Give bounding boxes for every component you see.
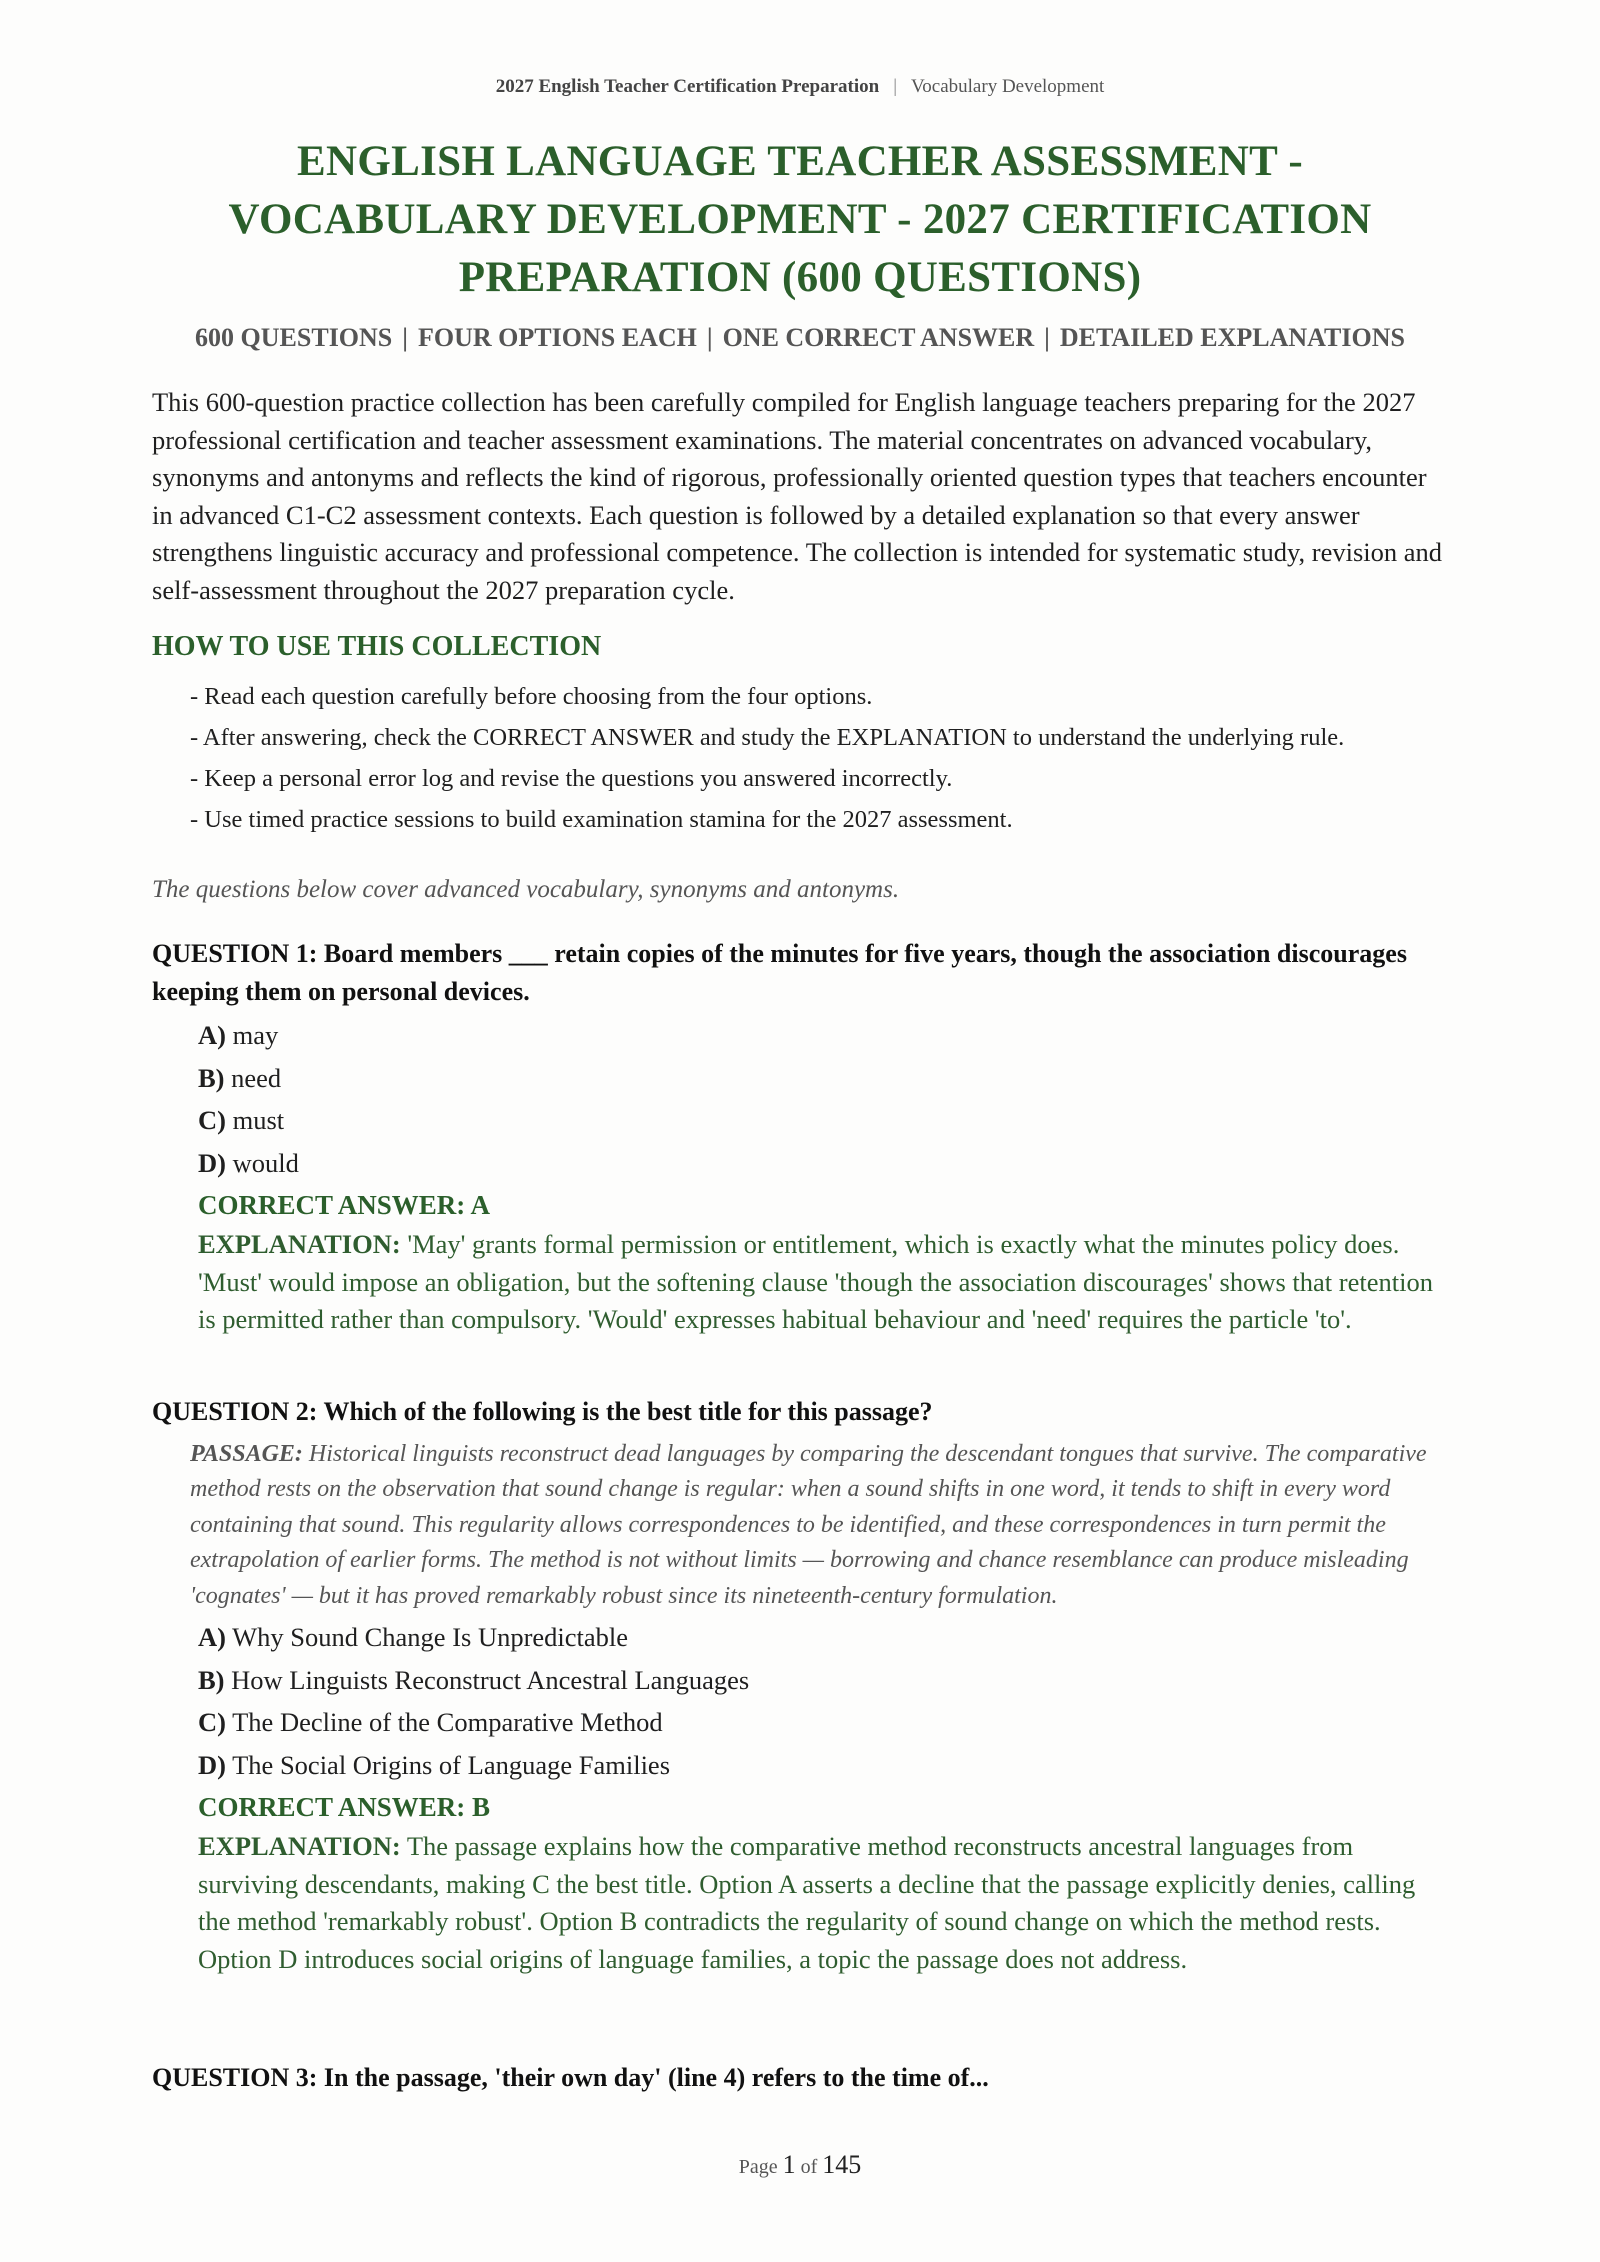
page-label: Page: [738, 2156, 778, 2178]
option-text: How Linguists Reconstruct Ancestral Languages: [231, 1664, 750, 1695]
passage-label: PASSAGE:: [190, 1440, 303, 1467]
option-text: The Social Origins of Language Families: [232, 1749, 671, 1780]
page-of-label: of: [800, 2156, 818, 2178]
intro-paragraph: This 600-question practice collection has been carefully compiled for English language teachers preparing for the 2027 professional certification and teacher assessment examinations. The material concentrates on advanced vocabulary, synonyms and antonyms and reflects the kind of rigorous, professionally oriented question types that teachers encounter in advanced C1-C2 assessment contexts. Each question is followed by a detailed explanation so that every answer strengthens linguistic accuracy and professional competence. The collection is intended for systematic study, revision and self-assessment throughout the 2027 preparation cycle.: [152, 387, 1443, 605]
list-item: - Keep a personal error log and revise the questions you answered incorrectly.: [190, 765, 953, 792]
question-stem: QUESTION 1: Board members ___ retain copies of the minutes for five years, though the association discourages keeping them on personal devices.: [152, 939, 1407, 1006]
option-letter: D): [198, 1147, 226, 1178]
options-list: [198, 1616, 1452, 1786]
option-d: [198, 1142, 1452, 1185]
option-letter: B): [198, 1062, 225, 1093]
option-text: may: [232, 1020, 279, 1050]
header-series-title: 2027 English Teacher Certification Preparation: [495, 76, 880, 97]
explanation-text: 'May' grants formal permission or entitlement, which is exactly what the minutes policy does. 'Must' would impose an obligation, but the softening clause 'though the association discourages' shows that retention is permitted rather than compulsory. 'Would' expresses habitual behaviour and 'need' requires the particle 'to'.: [198, 1229, 1433, 1334]
correct-answer: CORRECT ANSWER: B: [198, 1792, 491, 1822]
explanation-label: EXPLANATION:: [198, 1229, 401, 1259]
list-item: - Use timed practice sessions to build examination stamina for the 2027 assessment.: [190, 806, 1013, 833]
title-line-3: PREPARATION (600 QUESTIONS): [458, 254, 1142, 301]
subhead-item: DETAILED EXPLANATIONS: [1059, 323, 1405, 352]
title-line-1: ENGLISH LANGUAGE TEACHER ASSESSMENT -: [297, 138, 1303, 185]
option-c: [198, 1701, 1452, 1744]
explanation-text: The passage explains how the comparative method reconstructs ancestral languages from surviving descendants, making C the best title. Option A asserts a decline that the passage explicitly denies, calling the method 'remarkably robust'. Option B contradicts the regularity of sound change on which the method rests. Option D introduces social origins of language families, a topic the passage does not address.: [198, 1831, 1416, 1974]
question-block: [152, 1393, 1452, 1978]
question-stem: QUESTION 2: Which of the following is the best title for this passage?: [152, 1397, 933, 1426]
question-block: [152, 935, 1452, 1339]
current-page-number: 1: [782, 2150, 796, 2179]
explanation: [198, 1226, 1448, 1339]
subhead-item: ONE CORRECT ANSWER: [722, 323, 1035, 352]
option-text: The Decline of the Comparative Method: [232, 1707, 663, 1737]
question-block: [152, 2059, 1452, 2097]
document-title: [140, 133, 1460, 307]
running-header: [0, 76, 1600, 98]
options-list: [198, 1014, 1452, 1184]
reading-passage: [190, 1437, 1452, 1615]
option-text: must: [232, 1105, 285, 1135]
subhead-item: 600 QUESTIONS: [195, 323, 393, 352]
option-b: [198, 1057, 1452, 1100]
how-to-heading: HOW TO USE THIS COLLECTION: [152, 631, 602, 662]
question-stem: QUESTION 3: In the passage, 'their own day' (line 4) refers to the time of...: [152, 2063, 989, 2092]
option-a: [198, 1616, 1452, 1659]
coverage-note: The questions below cover advanced vocabulary, synonyms and antonyms.: [152, 876, 900, 903]
list-item: - After answering, check the CORRECT ANSWER and study the EXPLANATION to understand the underlying rule.: [190, 724, 1345, 751]
header-section: Vocabulary Development: [911, 76, 1105, 97]
subhead-separator: |: [1044, 323, 1050, 352]
explanation-label: EXPLANATION:: [198, 1831, 401, 1861]
option-d: [198, 1744, 1452, 1787]
subhead-separator: |: [402, 323, 409, 352]
option-letter: B): [198, 1664, 225, 1695]
option-letter: C): [198, 1105, 226, 1135]
title-line-2: VOCABULARY DEVELOPMENT - 2027 CERTIFICATION: [228, 196, 1372, 243]
option-letter: A): [198, 1622, 226, 1652]
option-text: Why Sound Change Is Unpredictable: [232, 1622, 629, 1652]
passage-text: Historical linguists reconstruct dead languages by comparing the descendant tongues that survive. The comparative method rests on the observation that sound change is regular: when a sound shifts in one word, it tends to shift in every word containing that sound. This regularity allows correspondences to be identified, and these correspondences in turn permit the extrapolation of earlier forms. The method is not without limits — borrowing and chance resemblance can produce misleading 'cognates' — but it has proved remarkably robust since its nineteenth-century formulation.: [190, 1440, 1427, 1609]
how-to-list: [190, 679, 1440, 843]
option-a: [198, 1014, 1452, 1057]
subhead-separator: |: [706, 323, 713, 352]
option-letter: A): [198, 1020, 226, 1050]
option-text: need: [231, 1062, 282, 1093]
page-footer: [0, 2150, 1600, 2180]
total-pages: 145: [822, 2150, 862, 2179]
option-c: [198, 1099, 1452, 1142]
header-separator: |: [893, 76, 898, 97]
option-letter: C): [198, 1707, 226, 1737]
subhead-item: FOUR OPTIONS EACH: [418, 323, 697, 352]
correct-answer: CORRECT ANSWER: A: [198, 1190, 491, 1220]
option-text: would: [232, 1147, 299, 1178]
option-b: [198, 1659, 1452, 1702]
option-letter: D): [198, 1749, 226, 1780]
list-item: - Read each question carefully before choosing from the four options.: [190, 683, 873, 710]
document-subheading: [0, 323, 1600, 353]
explanation: [198, 1828, 1448, 1978]
